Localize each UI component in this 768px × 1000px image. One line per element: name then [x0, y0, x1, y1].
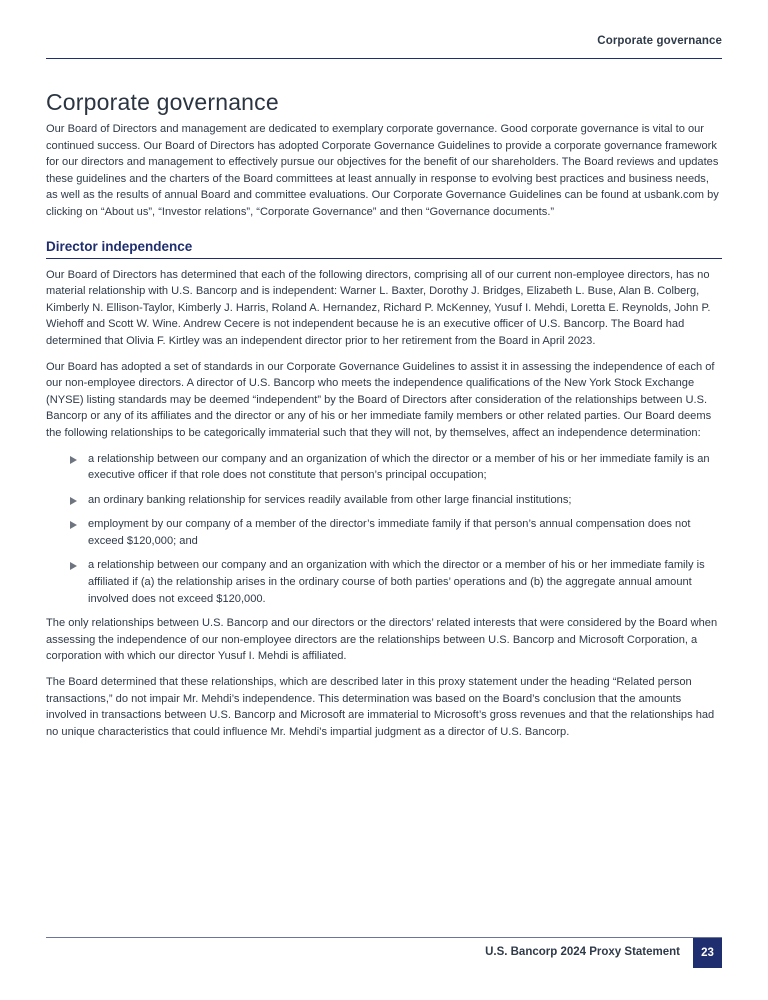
main-content — [46, 88, 722, 749]
list-item — [70, 557, 722, 607]
list-item — [70, 451, 722, 484]
list-item — [70, 516, 722, 549]
immaterial-relationships-list — [46, 451, 722, 608]
list-item — [70, 492, 722, 509]
list-item-text: a relationship between our company and an organization of which the director or a member of his or her immediate family is an executive officer if that role does not constitute that person’s principal occupation; — [88, 452, 710, 482]
triangle-bullet-icon — [70, 521, 77, 529]
independence-standards-paragraph: Our Board has adopted a set of standards in our Corporate Governance Guidelines to assist it in assessing the independence of each of our non-employee directors. A director of U.S. Bancorp who meets the independence qualifications of the New York Stock Exchange (NYSE) listing standards may be deemed “independent” by the Board of Directors after consideration of the relationships between U.S. Bancorp or any of its affiliates and the director or any of his or her immediate family members or other related parties. Our Board deems the following relationships to be categorically immaterial such that they will not, by themselves, affect an independence determination: — [46, 360, 715, 439]
page-title: Corporate governance — [46, 89, 279, 115]
footer-doc-title: U.S. Bancorp 2024 Proxy Statement — [485, 946, 680, 958]
triangle-bullet-icon — [70, 456, 77, 464]
list-item-text: an ordinary banking relationship for services readily available from other large financial institutions; — [88, 493, 572, 506]
board-determination-paragraph: The Board determined that these relationships, which are described later in this proxy statement under the heading “Related person transactions,” do not impair Mr. Mehdi’s independence. This determination was based on the Board’s conclusion that the amounts involved in transactions between U.S. Bancorp and Microsoft are immaterial to Microsoft’s gross revenues and that the relationships had no unique characteristics that could influence Mr. Mehdi’s impartial judgment as a director of U.S. Bancorp. — [46, 676, 715, 738]
page-number-badge: 23 — [693, 938, 722, 968]
microsoft-relationship-paragraph: The only relationships between U.S. Bancorp and our directors or the directors’ related interests that were considered by the Board when assessing the independence of our non-employee directors are the relationships between U.S. Bancorp and Microsoft Corporation, a corporation with which our director Yusuf I. Mehdi is affiliated. — [46, 617, 718, 663]
running-title: Corporate governance — [597, 35, 722, 47]
triangle-bullet-icon — [70, 562, 77, 570]
independent-directors-paragraph: Our Board of Directors has determined that each of the following directors, comprising all of our current non-employee directors, has no material relationship with U.S. Bancorp and is independent: Warner L. Baxter, Dorothy J. Bridges, Elizabeth L. Buse, Alan B. Colberg, Kimberly N. Ellison-Taylor, Kimberly J. Harris, Roland A. Hernandez, Richard P. McKenney, Yusuf I. Mehdi, Loretta E. Reynolds, John P. Wiehoff and Scott W. Wine. Andrew Cecere is not independent because he is an executive officer of U.S. Bancorp. The Board had determined that Olivia F. Kirtley was an independent director prior to her retirement from the Board in April 2023. — [46, 268, 711, 347]
intro-paragraph: Our Board of Directors and management are dedicated to exemplary corporate governance. Good corporate governance is vital to our continued success. Our Board of Directors has adopted Corporate Governance Guidelines to provide a corporate governance framework for our directors and management to effectively pursue our objectives for the benefit of our shareholders. The Board reviews and updates these guidelines and the charters of the Board committees at least annually in response to evolving best practices and business needs, as well as the results of annual Board and committee evaluations. Our Corporate Governance Guidelines can be found at usbank.com by clicking on “About us”, “Investor relations”, “Corporate Governance” and then “Governance documents.” — [46, 123, 719, 218]
page-footer — [46, 937, 722, 968]
list-item-text: employment by our company of a member of the director’s immediate family if that person’s annual compensation does not exceed $120,000; and — [88, 518, 691, 547]
section-heading-director-independence: Director independence — [46, 238, 722, 259]
page-header — [46, 30, 722, 59]
triangle-bullet-icon — [70, 497, 77, 505]
list-item-text: a relationship between our company and an organization with which the director or a member of his or her immediate family is affiliated if (a) the relationship arises in the ordinary course of both parties’ operations and (b) the aggregate annual amount involved does not exceed $120,000. — [88, 559, 705, 605]
